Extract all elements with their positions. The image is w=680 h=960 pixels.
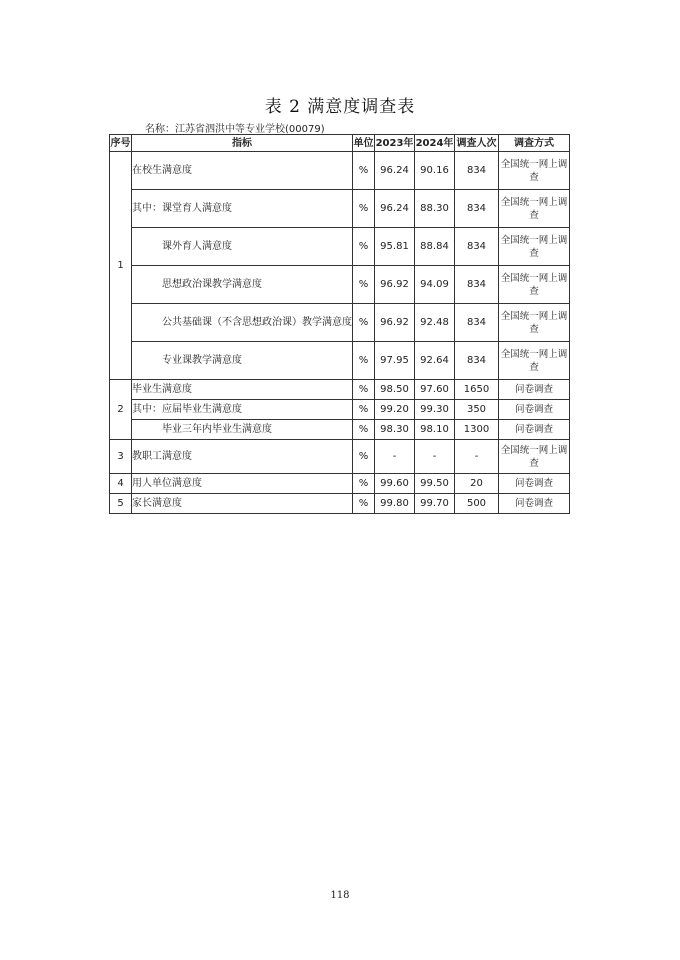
value-2024-cell: 88.84	[415, 228, 455, 266]
indicator-cell: 教职工满意度	[132, 440, 353, 474]
value-2023-cell: 99.60	[375, 474, 415, 494]
group-number: 4	[110, 474, 132, 494]
group-number: 3	[110, 440, 132, 474]
count-cell: 834	[455, 304, 499, 342]
value-2024-cell: 92.48	[415, 304, 455, 342]
value-2023-cell: 96.24	[375, 190, 415, 228]
value-2024-cell: 97.60	[415, 380, 455, 400]
method-cell: 问卷调查	[499, 400, 570, 420]
header-2024: 2024年	[415, 135, 455, 152]
unit-cell: %	[353, 266, 375, 304]
header-count: 调查人次	[455, 135, 499, 152]
value-2023-cell: 97.95	[375, 342, 415, 380]
unit-cell: %	[353, 152, 375, 190]
table-row	[110, 400, 570, 420]
table-row	[110, 228, 570, 266]
table-row	[110, 440, 570, 474]
value-2024-cell: 99.70	[415, 494, 455, 514]
count-cell: 1300	[455, 420, 499, 440]
table-row	[110, 190, 570, 228]
header-no: 序号	[110, 135, 132, 152]
unit-cell: %	[353, 380, 375, 400]
group-number: 5	[110, 494, 132, 514]
count-cell: 20	[455, 474, 499, 494]
indicator-cell: 毕业三年内毕业生满意度	[132, 420, 353, 440]
value-2024-cell: 98.10	[415, 420, 455, 440]
method-cell: 全国统一网上调查	[499, 266, 570, 304]
method-cell: 问卷调查	[499, 494, 570, 514]
method-cell: 全国统一网上调查	[499, 190, 570, 228]
method-cell: 问卷调查	[499, 380, 570, 400]
count-cell: 350	[455, 400, 499, 420]
unit-cell: %	[353, 342, 375, 380]
value-2023-cell: -	[375, 440, 415, 474]
value-2024-cell: 92.64	[415, 342, 455, 380]
table-row	[110, 266, 570, 304]
group-number: 1	[110, 152, 132, 380]
header-unit: 单位	[353, 135, 375, 152]
value-2023-cell: 96.92	[375, 266, 415, 304]
table-row	[110, 304, 570, 342]
indicator-cell: 毕业生满意度	[132, 380, 353, 400]
value-2023-cell: 99.20	[375, 400, 415, 420]
indicator-cell: 思想政治课教学满意度	[132, 266, 353, 304]
unit-cell: %	[353, 190, 375, 228]
value-2023-cell: 99.80	[375, 494, 415, 514]
count-cell: 500	[455, 494, 499, 514]
indicator-cell: 其中：应届毕业生满意度	[132, 400, 353, 420]
header-2023: 2023年	[375, 135, 415, 152]
value-2023-cell: 96.92	[375, 304, 415, 342]
table-row	[110, 474, 570, 494]
unit-cell: %	[353, 304, 375, 342]
count-cell: 1650	[455, 380, 499, 400]
table-row	[110, 342, 570, 380]
count-cell: 834	[455, 228, 499, 266]
unit-cell: %	[353, 400, 375, 420]
value-2024-cell: 99.30	[415, 400, 455, 420]
value-2023-cell: 95.81	[375, 228, 415, 266]
count-cell: 834	[455, 266, 499, 304]
method-cell: 全国统一网上调查	[499, 440, 570, 474]
count-cell: 834	[455, 190, 499, 228]
school-name: 名称：江苏省泗洪中等专业学校(00079)	[145, 124, 325, 135]
value-2023-cell: 98.50	[375, 380, 415, 400]
indicator-cell: 公共基础课（不含思想政治课）教学满意度	[132, 304, 353, 342]
table-row	[110, 420, 570, 440]
count-cell: 834	[455, 342, 499, 380]
header-method: 调查方式	[499, 135, 570, 152]
value-2024-cell: 88.30	[415, 190, 455, 228]
value-2023-cell: 98.30	[375, 420, 415, 440]
unit-cell: %	[353, 420, 375, 440]
count-cell: -	[455, 440, 499, 474]
indicator-cell: 课外育人满意度	[132, 228, 353, 266]
header-indicator: 指标	[132, 135, 353, 152]
value-2024-cell: -	[415, 440, 455, 474]
header-row	[110, 135, 570, 152]
unit-cell: %	[353, 440, 375, 474]
indicator-cell: 其中：课堂育人满意度	[132, 190, 353, 228]
page-number: 118	[330, 890, 350, 901]
group-number: 2	[110, 380, 132, 440]
value-2024-cell: 99.50	[415, 474, 455, 494]
value-2024-cell: 90.16	[415, 152, 455, 190]
unit-cell: %	[353, 228, 375, 266]
method-cell: 问卷调查	[499, 420, 570, 440]
indicator-cell: 专业课教学满意度	[132, 342, 353, 380]
unit-cell: %	[353, 474, 375, 494]
indicator-cell: 用人单位满意度	[132, 474, 353, 494]
satisfaction-table	[109, 134, 570, 514]
table-row	[110, 380, 570, 400]
method-cell: 问卷调查	[499, 474, 570, 494]
method-cell: 全国统一网上调查	[499, 228, 570, 266]
unit-cell: %	[353, 494, 375, 514]
count-cell: 834	[455, 152, 499, 190]
method-cell: 全国统一网上调查	[499, 304, 570, 342]
method-cell: 全国统一网上调查	[499, 152, 570, 190]
indicator-cell: 家长满意度	[132, 494, 353, 514]
method-cell: 全国统一网上调查	[499, 342, 570, 380]
table-row	[110, 152, 570, 190]
value-2024-cell: 94.09	[415, 266, 455, 304]
table-title: 表 2 满意度调查表	[264, 97, 416, 117]
table-row	[110, 494, 570, 514]
indicator-cell: 在校生满意度	[132, 152, 353, 190]
value-2023-cell: 96.24	[375, 152, 415, 190]
